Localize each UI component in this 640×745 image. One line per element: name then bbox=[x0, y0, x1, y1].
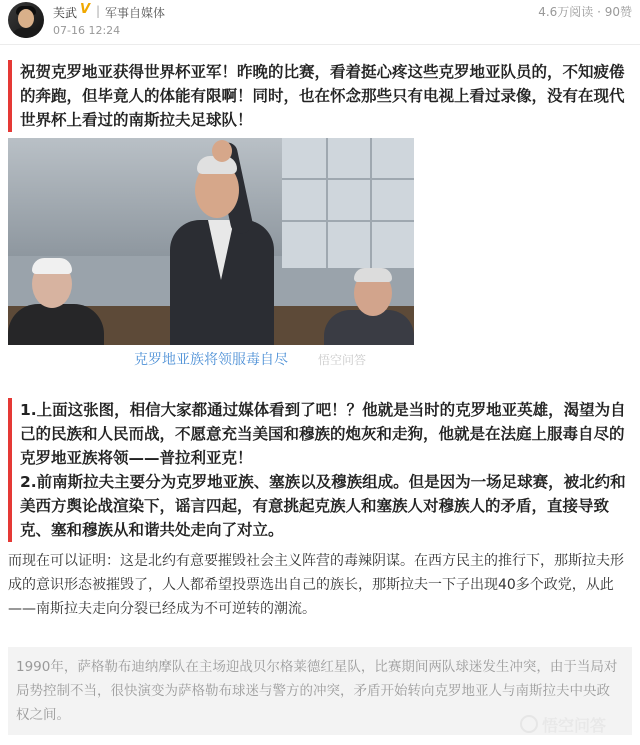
author-source: 军事自媒体 bbox=[105, 6, 166, 20]
separator: | bbox=[96, 4, 101, 18]
post-stats: 4.6万阅读 · 90赞 bbox=[538, 5, 632, 19]
brand-text: 悟空问答 bbox=[542, 715, 607, 735]
photo-figure-left bbox=[8, 304, 104, 345]
quote-block-point-1: 1.上面这张图，相信大家都通过媒体看到了吧！？他就是当时的克罗地亚英雄，渴望为自己的民族和人民而战，不愿意充当美国和穆族的炮灰和走狗，他就是在法庭上服毒自尽的克罗地亚族将领——普拉利亚克！ bbox=[8, 398, 630, 470]
photo-window-bar bbox=[282, 220, 414, 222]
photo-window-bar bbox=[370, 138, 372, 268]
avatar[interactable] bbox=[8, 2, 44, 38]
avatar-body bbox=[12, 28, 40, 38]
article-photo[interactable] bbox=[8, 138, 414, 345]
photo-window-bar bbox=[326, 138, 328, 268]
photo-caption: 克罗地亚族将领服毒自尽 bbox=[134, 352, 288, 368]
author-name[interactable]: 芙武 bbox=[53, 6, 78, 20]
photo-figure-hand bbox=[212, 140, 232, 162]
photo-window bbox=[282, 138, 414, 268]
photo-window-bar bbox=[282, 178, 414, 180]
photo-watermark: 悟空问答 bbox=[318, 353, 367, 367]
post-datetime: 07-16 12:24 bbox=[53, 24, 121, 37]
photo-figure-right-hair bbox=[354, 268, 392, 282]
verified-icon: V bbox=[80, 2, 91, 17]
header-divider bbox=[0, 44, 640, 45]
quote-block-point-2: 2.前南斯拉夫主要分为克罗地亚族、塞族以及穆族组成。但是因为一场足球赛，被北约和美西方舆论战渲染下，谣言四起，有意挑起克族人和塞族人对穆族人的矛盾，直接导致克、塞和穆族从和谐共处走向了对立。 bbox=[8, 470, 630, 542]
body-paragraph: 而现在可以证明：这是北约有意要摧毁社会主义阵营的毒辣阴谋。在西方民主的推行下，那斯拉夫形成的意识形态被摧毁了，人人都希望投票选出自己的族长，那斯拉夫一下子出现40多个政党，从此——南斯拉夫走向分裂已经成为不可逆转的潮流。 bbox=[8, 553, 624, 617]
post-header bbox=[0, 0, 640, 42]
brand-watermark bbox=[520, 712, 606, 736]
quote-block-intro: 祝贺克罗地亚获得世界杯亚军！昨晚的比赛，看着挺心疼这些克罗地亚队员的，不知疲倦的奔跑，但毕竟人的体能有限啊！同时，也在怀念那些只有电视上看过录像，没有在现代世界杯上看过的南斯拉夫足球队！ bbox=[8, 60, 630, 132]
grey-excerpt-text: 1990年，萨格勒布迪纳摩队在主场迎战贝尔格莱德红星队，比赛期间两队球迷发生冲突，由于当局对局势控制不当，很快演变为萨格勒布球迷与警方的冲突，矛盾开始转向克罗地亚人与南斯拉夫中央政权之间。 bbox=[16, 659, 618, 723]
photo-figure-left-hair bbox=[32, 258, 72, 274]
brand-logo-icon bbox=[520, 715, 538, 733]
avatar-face bbox=[18, 9, 34, 28]
